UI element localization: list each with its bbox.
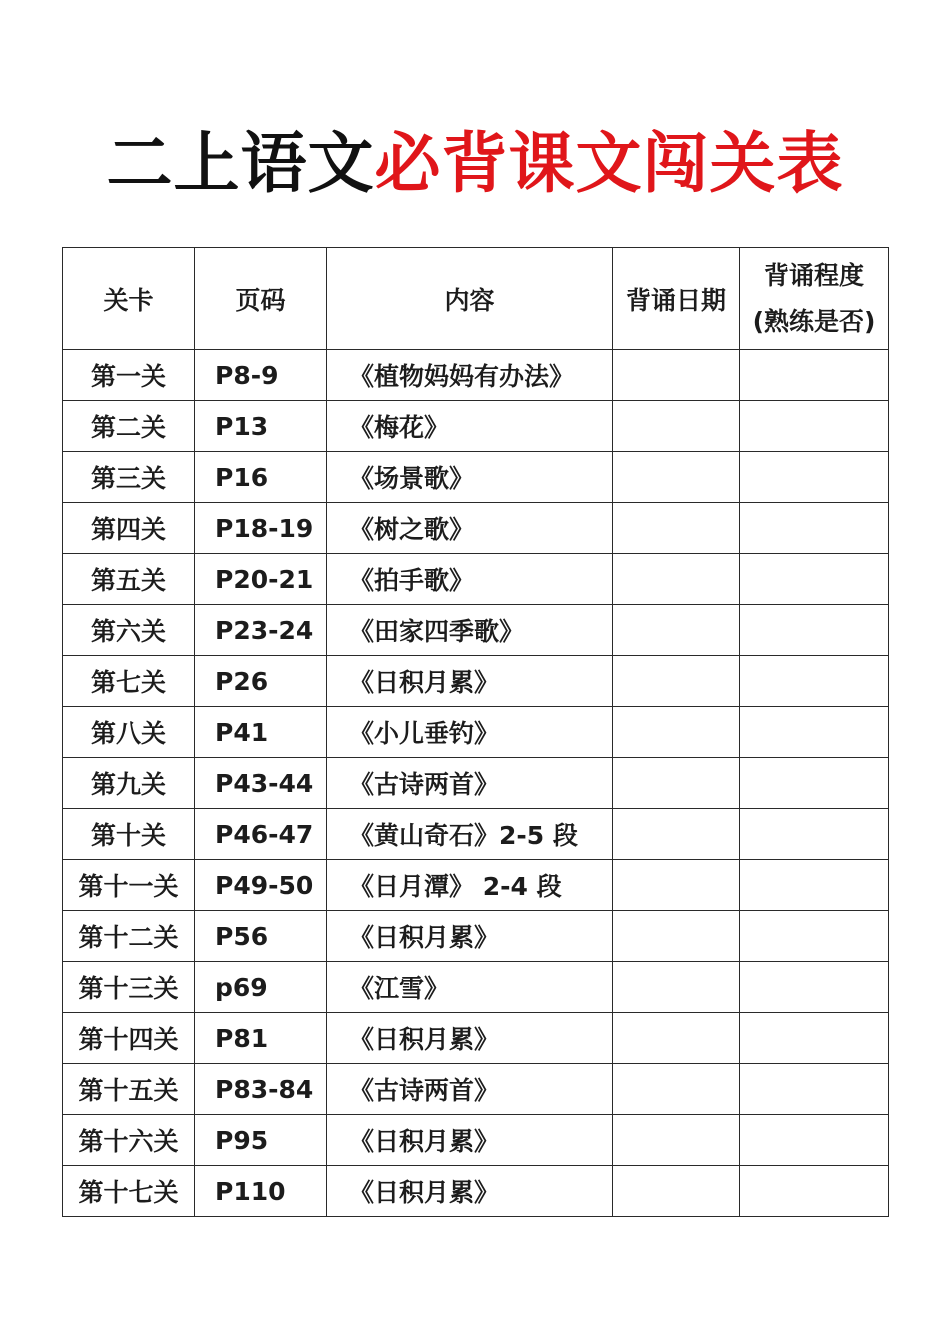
level-input-cell[interactable] xyxy=(740,656,889,707)
date-input-cell[interactable] xyxy=(613,656,740,707)
stage-cell: 第一关 xyxy=(63,350,195,401)
content-cell: 《江雪》 xyxy=(327,962,613,1013)
content-cell: 《植物妈妈有办法》 xyxy=(327,350,613,401)
content-cell: 《场景歌》 xyxy=(327,452,613,503)
page-cell: P56 xyxy=(195,911,327,962)
level-input-cell[interactable] xyxy=(740,1064,889,1115)
page-cell: P18-19 xyxy=(195,503,327,554)
page-cell: P49-50 xyxy=(195,860,327,911)
table-row xyxy=(63,605,889,656)
page-cell: P8-9 xyxy=(195,350,327,401)
level-input-cell[interactable] xyxy=(740,911,889,962)
level-input-cell[interactable] xyxy=(740,1013,889,1064)
page-cell: P81 xyxy=(195,1013,327,1064)
level-input-cell[interactable] xyxy=(740,452,889,503)
table-row xyxy=(63,1013,889,1064)
level-input-cell[interactable] xyxy=(740,605,889,656)
stage-cell: 第十六关 xyxy=(63,1115,195,1166)
header-page: 页码 xyxy=(195,248,327,350)
content-cell: 《日月潭》 2-4 段 xyxy=(327,860,613,911)
stage-cell: 第九关 xyxy=(63,758,195,809)
date-input-cell[interactable] xyxy=(613,911,740,962)
table-row xyxy=(63,350,889,401)
date-input-cell[interactable] xyxy=(613,1115,740,1166)
date-input-cell[interactable] xyxy=(613,860,740,911)
stage-cell: 第四关 xyxy=(63,503,195,554)
content-cell: 《树之歌》 xyxy=(327,503,613,554)
table-row xyxy=(63,1064,889,1115)
date-input-cell[interactable] xyxy=(613,1013,740,1064)
stage-cell: 第十五关 xyxy=(63,1064,195,1115)
date-input-cell[interactable] xyxy=(613,350,740,401)
date-input-cell[interactable] xyxy=(613,758,740,809)
page-cell: P41 xyxy=(195,707,327,758)
table-row xyxy=(63,401,889,452)
date-input-cell[interactable] xyxy=(613,1064,740,1115)
level-input-cell[interactable] xyxy=(740,809,889,860)
page-cell: P46-47 xyxy=(195,809,327,860)
table-row xyxy=(63,962,889,1013)
table-row xyxy=(63,758,889,809)
date-input-cell[interactable] xyxy=(613,554,740,605)
content-cell: 《黄山奇石》2-5 段 xyxy=(327,809,613,860)
content-cell: 《梅花》 xyxy=(327,401,613,452)
date-input-cell[interactable] xyxy=(613,809,740,860)
level-input-cell[interactable] xyxy=(740,503,889,554)
page-cell: p69 xyxy=(195,962,327,1013)
date-input-cell[interactable] xyxy=(613,962,740,1013)
stage-cell: 第十一关 xyxy=(63,860,195,911)
level-input-cell[interactable] xyxy=(740,350,889,401)
header-level-line2: (熟练是否) xyxy=(752,306,876,336)
stage-cell: 第二关 xyxy=(63,401,195,452)
content-cell: 《日积月累》 xyxy=(327,1013,613,1064)
date-input-cell[interactable] xyxy=(613,707,740,758)
stage-cell: 第十关 xyxy=(63,809,195,860)
page-cell: P23-24 xyxy=(195,605,327,656)
date-input-cell[interactable] xyxy=(613,452,740,503)
level-input-cell[interactable] xyxy=(740,1115,889,1166)
content-cell: 《拍手歌》 xyxy=(327,554,613,605)
table-body xyxy=(63,350,889,1217)
title-red-part: 必背课文闯关表 xyxy=(374,125,844,202)
content-cell: 《日积月累》 xyxy=(327,656,613,707)
level-input-cell[interactable] xyxy=(740,758,889,809)
table-row xyxy=(63,452,889,503)
date-input-cell[interactable] xyxy=(613,1166,740,1217)
table-row xyxy=(63,860,889,911)
date-input-cell[interactable] xyxy=(613,401,740,452)
stage-cell: 第十四关 xyxy=(63,1013,195,1064)
page-title xyxy=(0,122,950,206)
table-row xyxy=(63,1166,889,1217)
stage-cell: 第三关 xyxy=(63,452,195,503)
page-cell: P20-21 xyxy=(195,554,327,605)
title-black-part: 二上语文 xyxy=(106,125,375,202)
stage-cell: 第十七关 xyxy=(63,1166,195,1217)
header-content: 内容 xyxy=(327,248,613,350)
level-input-cell[interactable] xyxy=(740,707,889,758)
content-cell: 《日积月累》 xyxy=(327,1166,613,1217)
header-level-line1: 背诵程度 xyxy=(763,260,864,290)
level-input-cell[interactable] xyxy=(740,554,889,605)
header-level xyxy=(740,248,889,350)
header-stage: 关卡 xyxy=(63,248,195,350)
page-cell: P110 xyxy=(195,1166,327,1217)
page-cell: P13 xyxy=(195,401,327,452)
recitation-table xyxy=(62,247,889,1217)
level-input-cell[interactable] xyxy=(740,962,889,1013)
table-row xyxy=(63,503,889,554)
table-row xyxy=(63,656,889,707)
level-input-cell[interactable] xyxy=(740,1166,889,1217)
stage-cell: 第五关 xyxy=(63,554,195,605)
stage-cell: 第十三关 xyxy=(63,962,195,1013)
page-cell: P95 xyxy=(195,1115,327,1166)
table-row xyxy=(63,554,889,605)
level-input-cell[interactable] xyxy=(740,860,889,911)
page-cell: P16 xyxy=(195,452,327,503)
page-cell: P83-84 xyxy=(195,1064,327,1115)
date-input-cell[interactable] xyxy=(613,605,740,656)
stage-cell: 第七关 xyxy=(63,656,195,707)
date-input-cell[interactable] xyxy=(613,503,740,554)
stage-cell: 第六关 xyxy=(63,605,195,656)
content-cell: 《古诗两首》 xyxy=(327,1064,613,1115)
page-cell: P26 xyxy=(195,656,327,707)
level-input-cell[interactable] xyxy=(740,401,889,452)
table-header-row xyxy=(63,248,889,350)
table-row xyxy=(63,1115,889,1166)
content-cell: 《田家四季歌》 xyxy=(327,605,613,656)
stage-cell: 第十二关 xyxy=(63,911,195,962)
header-date: 背诵日期 xyxy=(613,248,740,350)
stage-cell: 第八关 xyxy=(63,707,195,758)
table-row xyxy=(63,809,889,860)
table-row xyxy=(63,707,889,758)
content-cell: 《小儿垂钓》 xyxy=(327,707,613,758)
table-row xyxy=(63,911,889,962)
content-cell: 《古诗两首》 xyxy=(327,758,613,809)
page-cell: P43-44 xyxy=(195,758,327,809)
content-cell: 《日积月累》 xyxy=(327,911,613,962)
content-cell: 《日积月累》 xyxy=(327,1115,613,1166)
